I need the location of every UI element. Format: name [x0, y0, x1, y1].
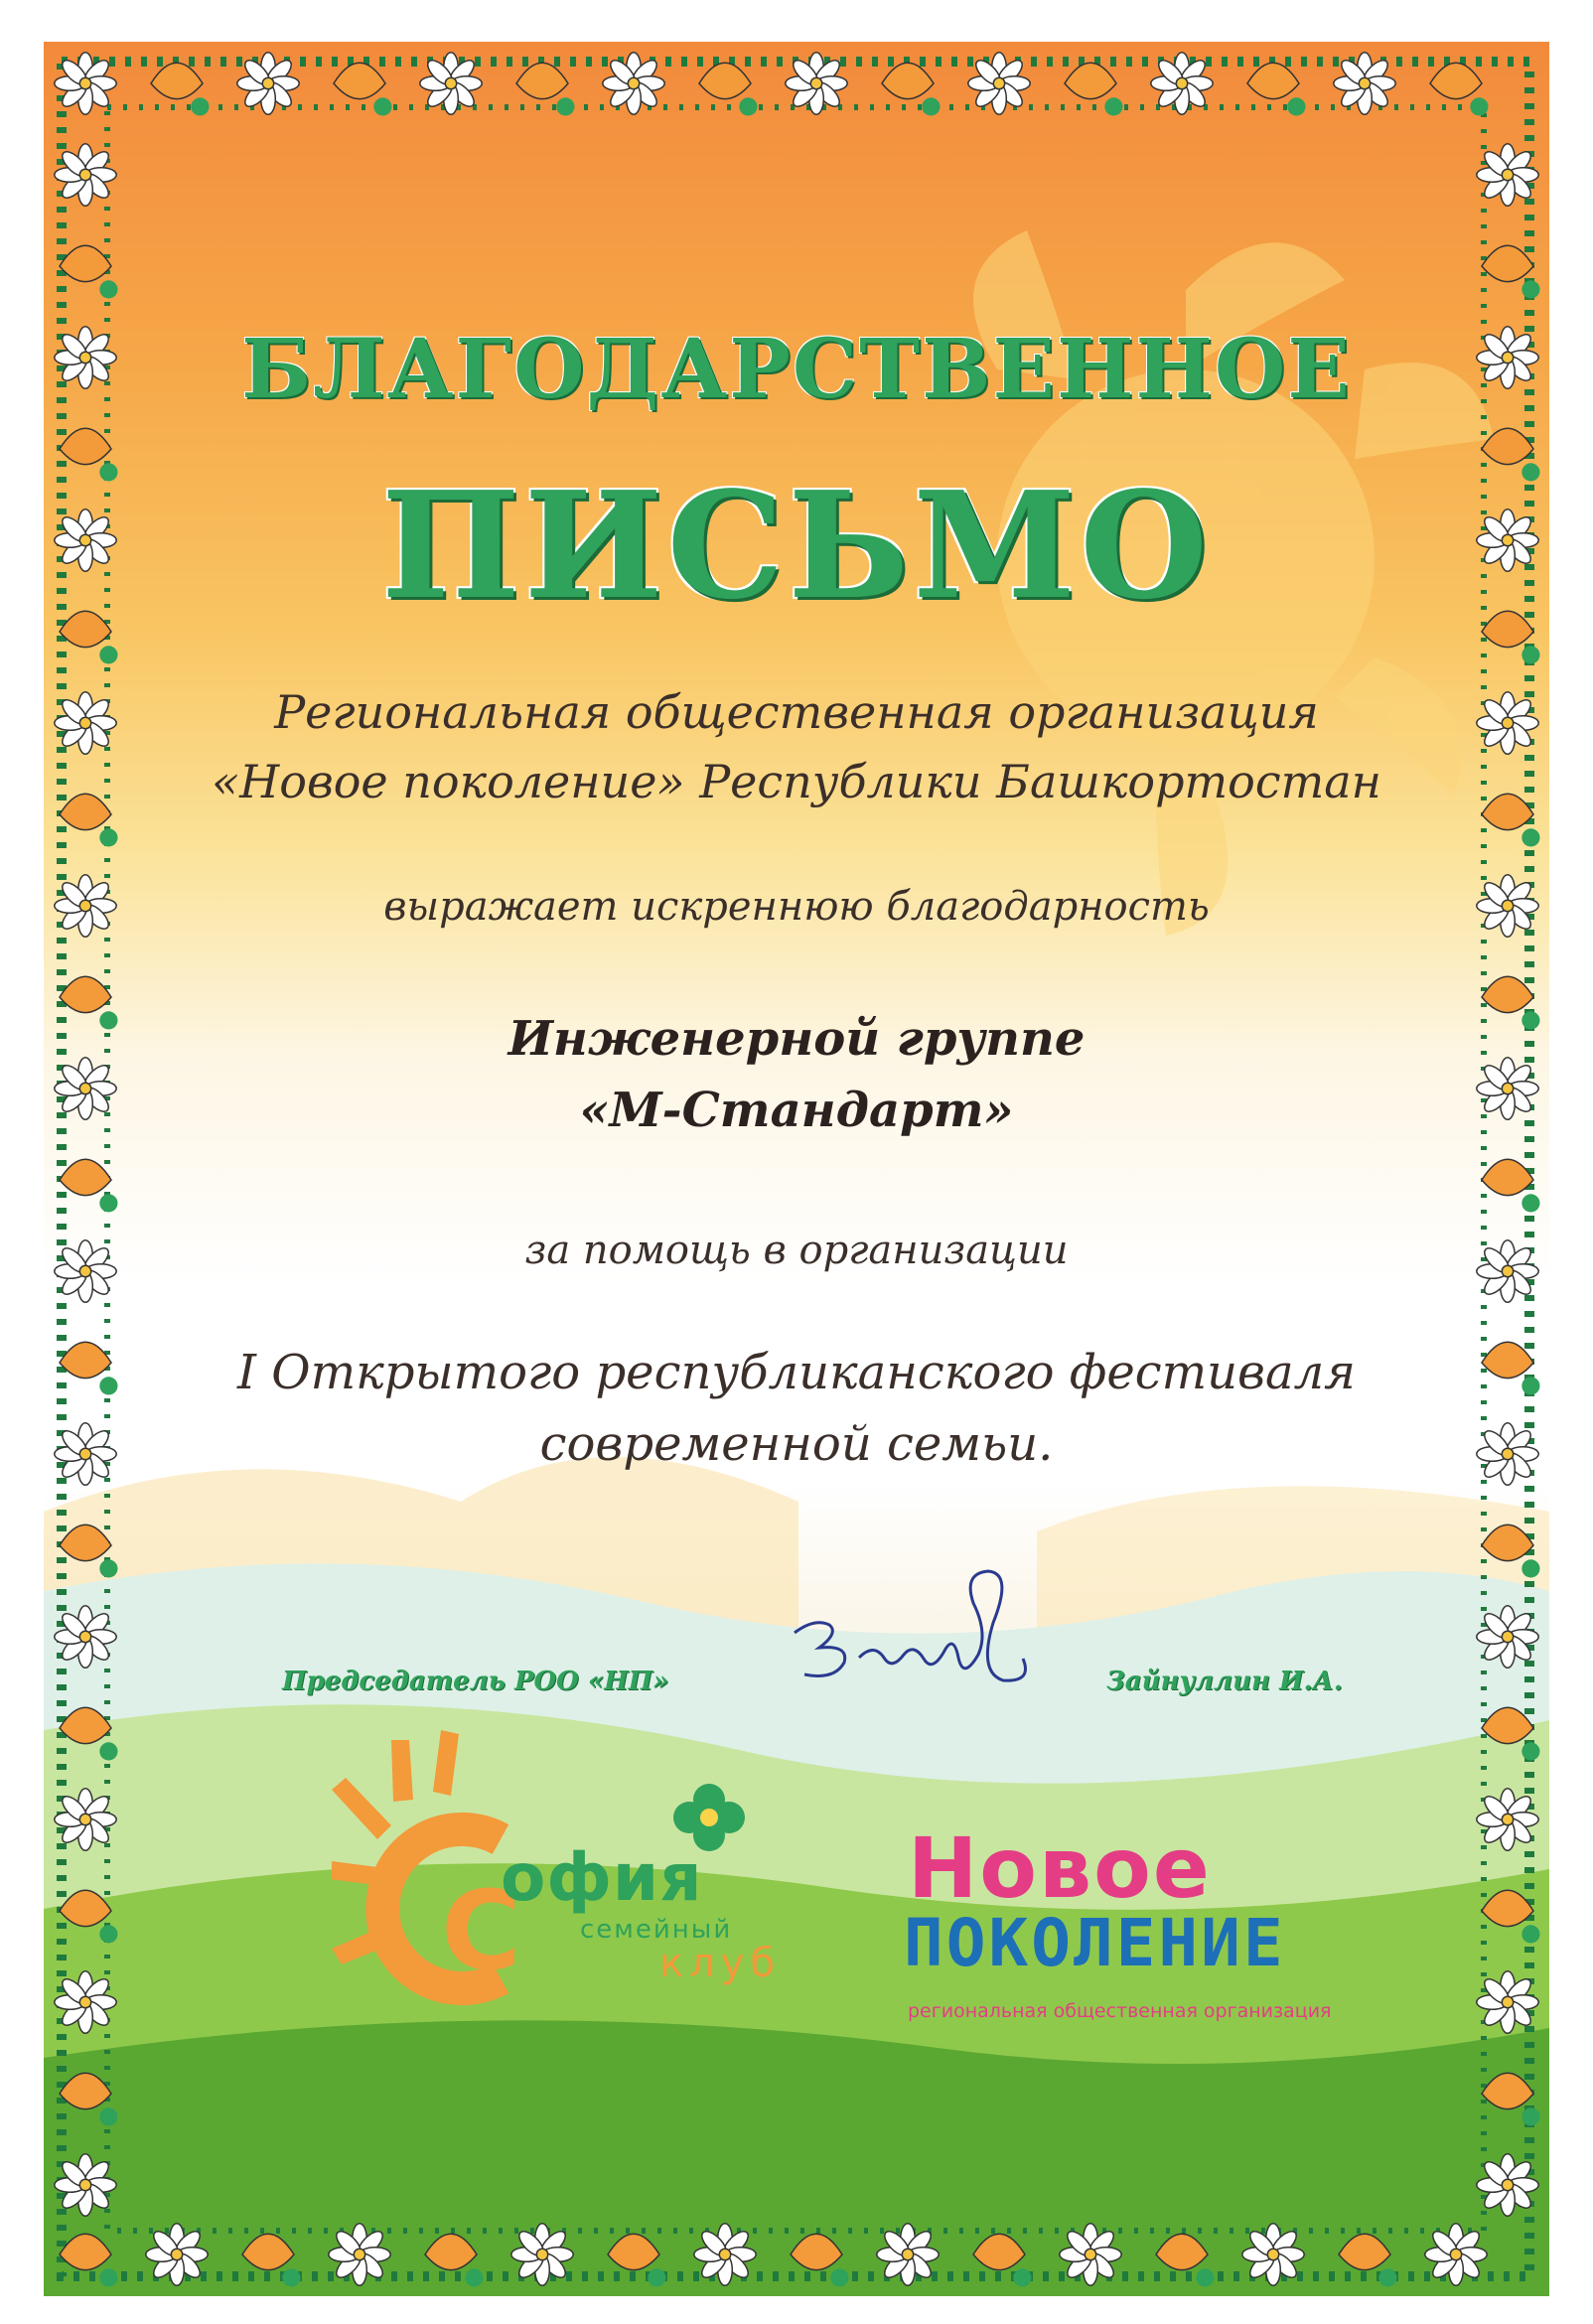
daisy-icon [1477, 1789, 1538, 1850]
np-word-main: ПОКОЛЕНИЕ [904, 1905, 1286, 1981]
signature-icon [775, 1563, 1073, 1712]
daisy-icon [1477, 2154, 1538, 2216]
daisy-icon [511, 2224, 573, 2285]
daisy-icon [420, 53, 482, 114]
sofia-club-label: клуб [659, 1941, 782, 1986]
daisy-icon [237, 53, 299, 114]
daisy-icon [1425, 2224, 1487, 2285]
daisy-icon [968, 53, 1030, 114]
daisy-icon [55, 53, 116, 114]
tulip-icon [1482, 245, 1540, 298]
chair-position: Председатель РОО «НП» [282, 1667, 669, 1696]
reason-text: за помощь в организации [524, 1228, 1069, 1273]
tulip-icon [425, 2234, 484, 2286]
expresses-text: выражает искреннюю благодарность [383, 884, 1210, 930]
issuer-line-2: «Новое поколение» Республики Башкортостан [212, 755, 1381, 808]
tulip-icon [60, 2234, 118, 2286]
tulip-icon [1156, 2234, 1215, 2286]
daisy-icon [1151, 53, 1213, 114]
tulip-icon [791, 2234, 849, 2286]
tulip-icon [151, 63, 209, 115]
tulip-icon [1482, 1707, 1540, 1760]
sofia-initial: С [441, 1867, 521, 1994]
daisy-icon [329, 2224, 390, 2285]
tulip-icon [882, 63, 941, 115]
daisy-icon [1334, 53, 1395, 114]
title-line-1: БЛАГОДАРСТВЕННОЕ [241, 322, 1352, 417]
tulip-icon [1247, 63, 1306, 115]
daisy-icon [55, 1606, 116, 1668]
sofia-word: офия [501, 1839, 703, 1916]
new-generation-logo [878, 1819, 1394, 2058]
certificate-sheet [44, 42, 1549, 2296]
tulip-icon [60, 1159, 118, 1212]
sofia-club-logo [332, 1730, 848, 2028]
daisy-icon [1477, 1971, 1538, 2033]
event-line-1: I Открытого республиканского фестиваля [237, 1345, 1356, 1400]
daisy-icon [1477, 144, 1538, 206]
daisy-icon [694, 2224, 756, 2285]
daisy-icon [603, 53, 664, 114]
tulip-icon [1482, 2073, 1540, 2125]
title-line-2: ПИСЬМО [380, 459, 1213, 632]
recipient-line-1: Инженерной группе [507, 1011, 1086, 1067]
event-line-2: современной семьи. [539, 1416, 1054, 1472]
daisy-icon [1060, 2224, 1121, 2285]
daisy-icon [55, 1789, 116, 1850]
chair-name: Зайнуллин И.А. [1106, 1667, 1343, 1696]
tulip-icon [516, 63, 575, 115]
issuer-line-1: Региональная общественная организация [274, 685, 1319, 739]
daisy-icon [146, 2224, 208, 2285]
daisy-icon [786, 53, 847, 114]
tulip-icon [60, 1525, 118, 1577]
daisy-icon [55, 144, 116, 206]
tulip-icon [60, 1890, 118, 1943]
sofia-family-label: семейный [580, 1915, 733, 1945]
daisy-icon [1242, 2224, 1304, 2285]
np-subtitle: региональная общественная организация [908, 2000, 1332, 2022]
np-word-top: Новое [908, 1819, 1212, 1917]
daisy-icon [55, 1971, 116, 2033]
daisy-icon [1477, 1606, 1538, 1668]
recipient-line-2: «М-Стандарт» [579, 1083, 1014, 1138]
daisy-icon [55, 2154, 116, 2216]
daisy-icon [877, 2224, 939, 2285]
